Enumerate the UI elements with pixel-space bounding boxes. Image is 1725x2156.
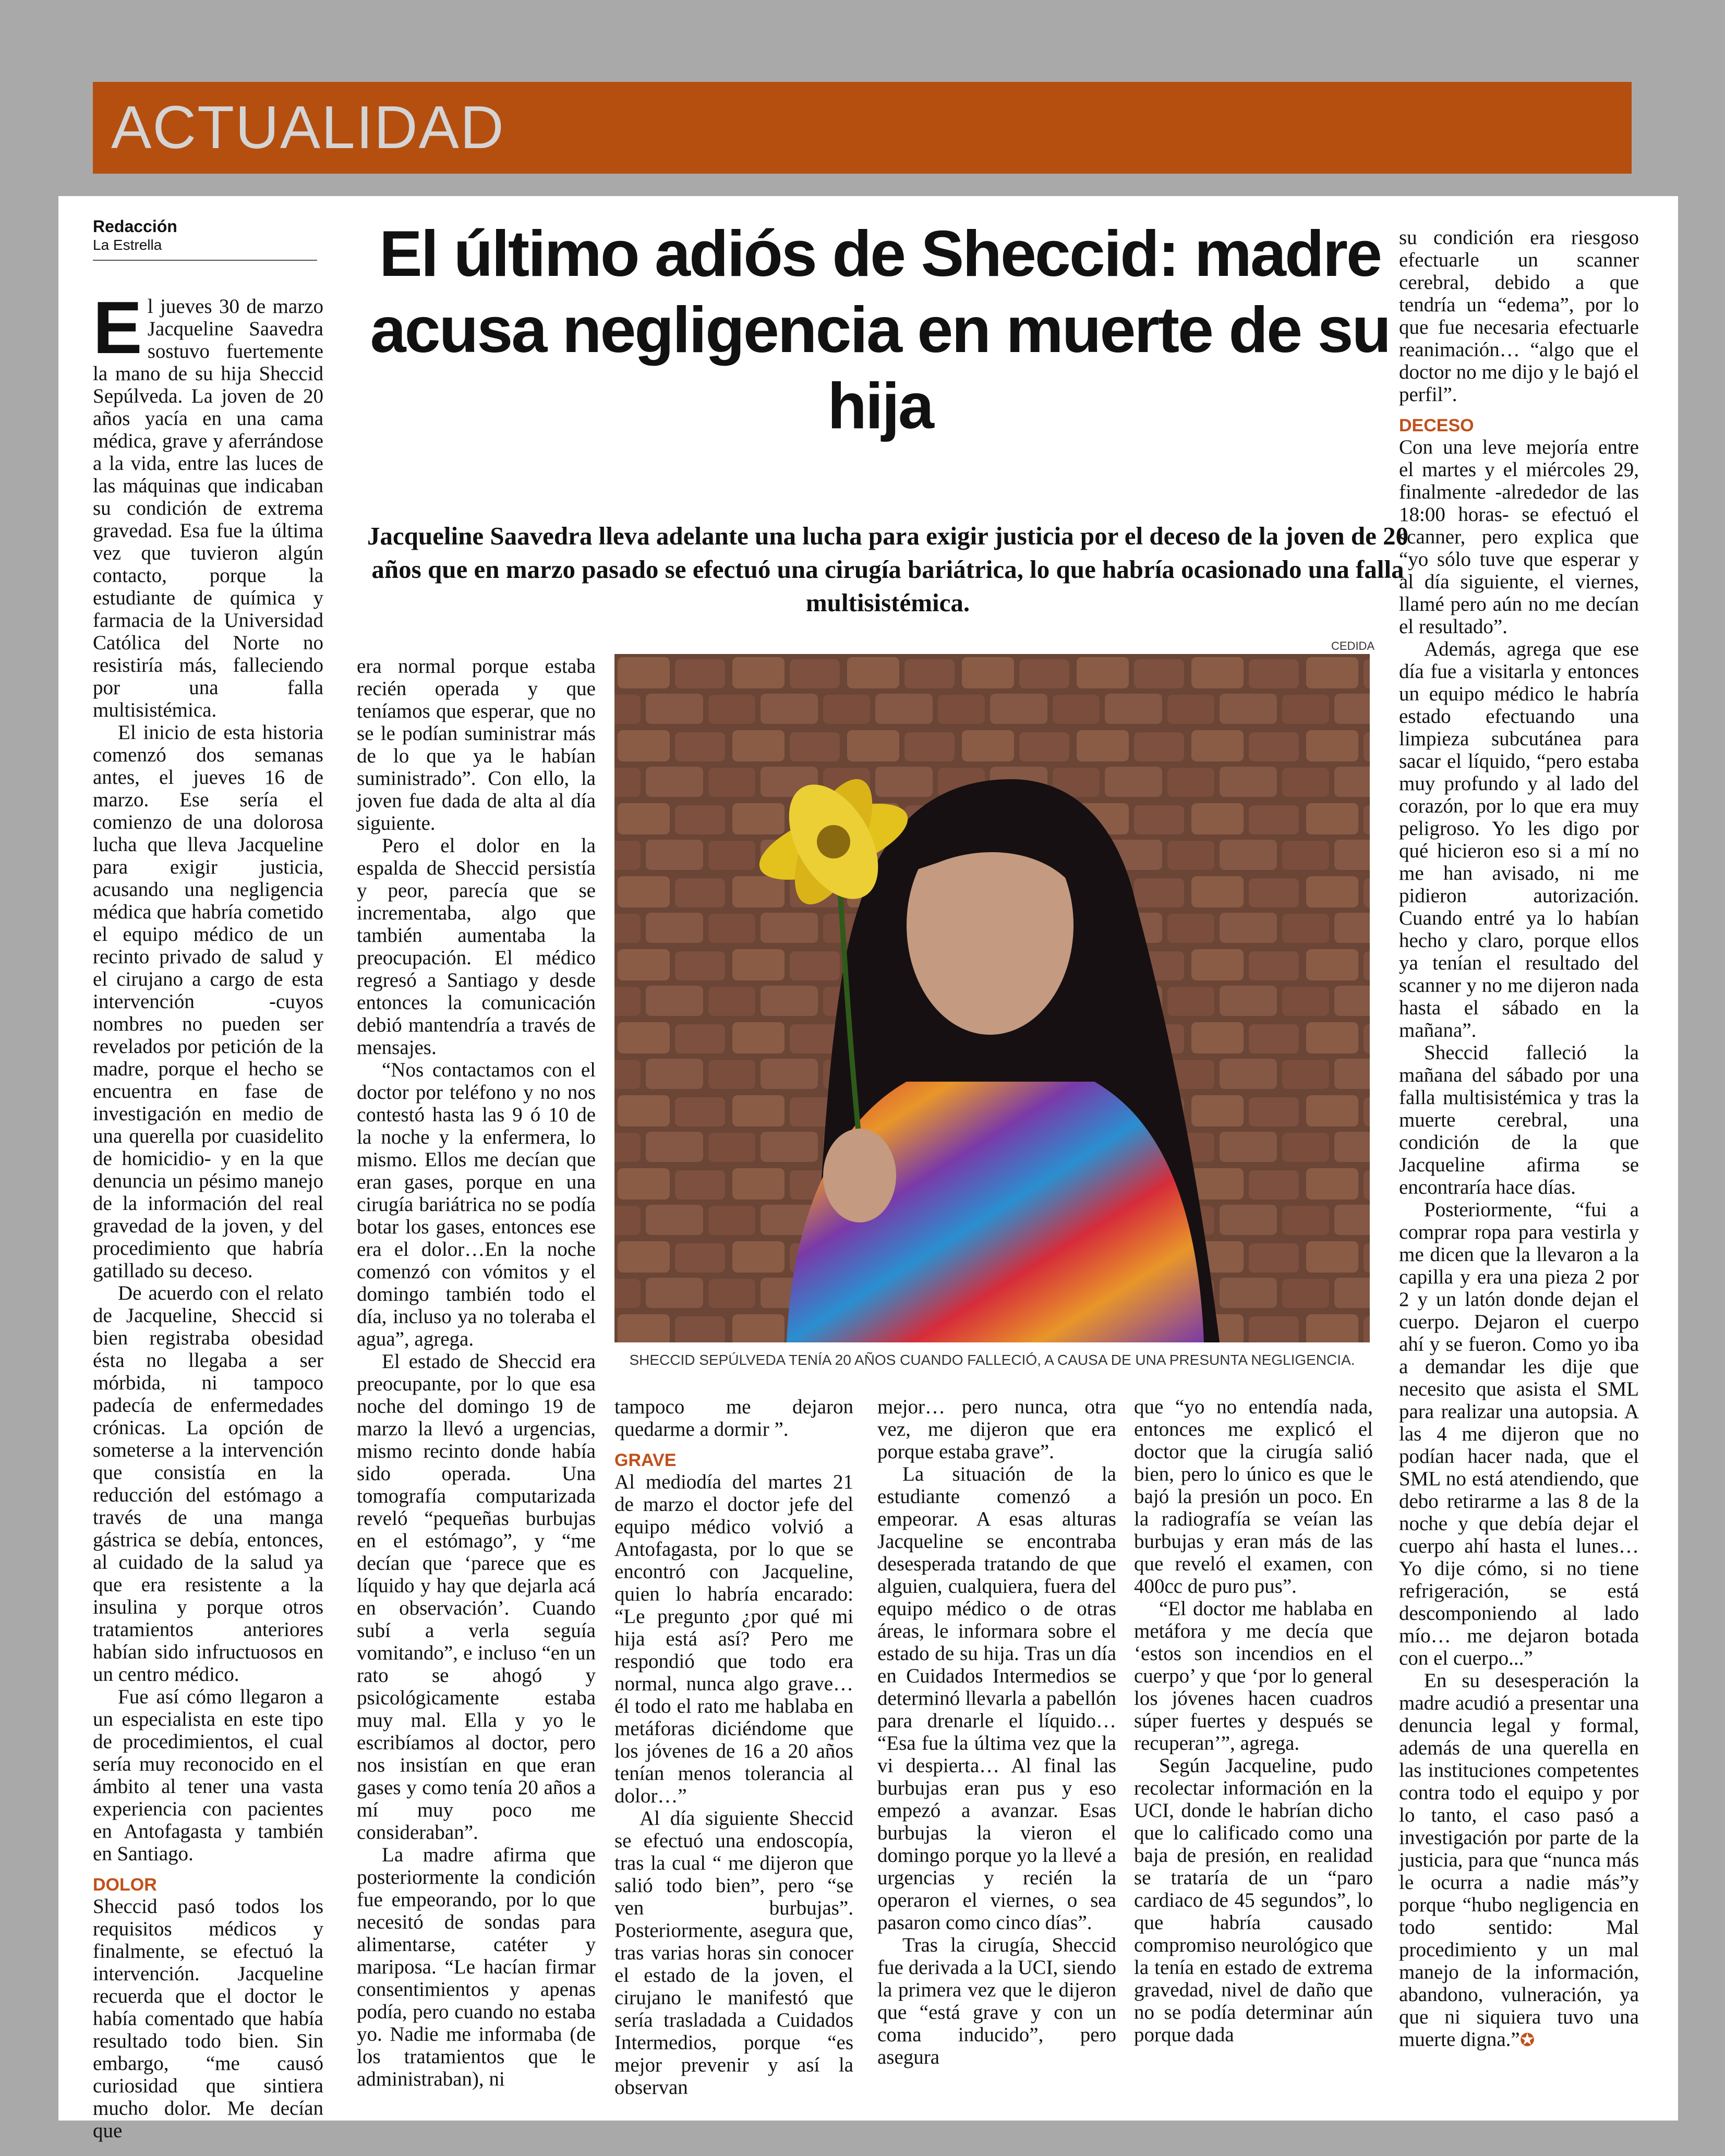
section-header-bar — [93, 82, 1632, 174]
body-paragraph: En su desesperación la madre acudió a presentar una denuncia legal y formal, además de una querella en las instituciones competentes contra todo el equipo y por lo tanto, el caso pasó a investigación por parte de la justicia, para que “nunca más le ocurra a nadie más”y porque “hubo negligencia en todo sentido: Mal procedimiento y un mal manejo de la información, abandono, vulneración, ya que ni siquiera tuvo una muerte digna.”✪ — [1399, 1669, 1639, 2051]
body-column-1 — [93, 286, 323, 2142]
subhead-dolor: DOLOR — [93, 1875, 157, 1895]
body-paragraph: su condición era riesgoso efectuarle un scanner cerebral, debido a que tendría un “edema”, por lo que fue necesaria efectuarle reanimación… “algo que el doctor no me dijo y le bajó el perfil”. — [1399, 226, 1639, 406]
byline-source: La Estrella — [93, 237, 162, 253]
body-paragraph: Al día siguiente Sheccid se efectuó una endoscopía, tras la cual “ me dijeron que salió todo bien”, pero “se ven burbujas”. Posteriormente, asegura que, tras varias horas sin conocer el estado de la joven, el cirujano le manifestó que sería trasladada a Cuidados Intermedios, porque “es mejor prevenir y así la observan — [614, 1807, 853, 2099]
body-paragraph: Tras la cirugía, Sheccid fue derivada a la UCI, siendo la primera vez que le dijeron que “está grave y con un coma inducido”, pero asegura — [877, 1934, 1116, 2068]
article-page — [58, 196, 1678, 2142]
body-paragraph: De acuerdo con el relato de Jacqueline, Sheccid si bien registraba obesidad ésta no llegaba a ser mórbida, ni tampoco padecía de enfermedades crónicas. La opción de someterse a la intervención que consistía en la reducción del estómago a través de una manga gástrica se debía, entonces, al cuidado de la salud ya que era resistente a la insulina y porque otros tratamientos anteriores habían sido infructuosos en un centro médico. — [93, 1282, 323, 1686]
body-paragraph: Fue así cómo llegaron a un especialista en este tipo de procedimientos, el cual sería muy reconocido en el ámbito al tener una vasta experiencia con pacientes en Antofagasta y también en Santiago. — [93, 1686, 323, 1865]
headline: El último adiós de Sheccid: madre acusa negligencia en muerte de su hija — [370, 218, 1390, 442]
body-column-6 — [1399, 226, 1639, 2114]
body-paragraph: Sheccid pasó todos los requisitos médicos y finalmente, se efectuó la intervención. Jacqueline recuerda que el doctor le había comentado que había resultado todo bien. Sin embargo, “me causó curiosidad que sintiera mucho dolor. Me decían que — [93, 1895, 323, 2142]
body-column-2 — [357, 655, 596, 2115]
byline-name: Redacción — [93, 217, 177, 236]
body-paragraph: Al mediodía del martes 21 de marzo el doctor jefe del equipo médico volvió a Antofagasta, por lo que se encontró con Jacqueline, quien lo habría encarado: “Le pregunto ¿por qué mi hija está así? Pero me respondió que todo era normal, nunca algo grave… él todo el rato me hablaba en metáforas diciéndome que los jóvenes de 16 a 20 años tenían menos tolerancia al dolor…” — [614, 1471, 853, 1807]
subhead-deceso: DECESO — [1399, 416, 1474, 435]
drop-cap: E — [93, 286, 142, 369]
article-photo — [614, 654, 1370, 1342]
body-paragraph: mejor… pero nunca, otra vez, me dijeron que era porque estaba grave”. — [877, 1396, 1116, 1463]
body-paragraph: Pero el dolor en la espalda de Sheccid persistía y peor, parecía que se incrementaba, algo que también aumentaba la preocupación. El médico regresó a Santiago y desde entonces la comunicación debió mantendría a través de mensajes. — [357, 834, 596, 1059]
body-paragraph: El estado de Sheccid era preocupante, por lo que esa noche del domingo 19 de marzo la llevó a urgencias, mismo recinto donde había sido operada. Una tomografía computarizada reveló “pequeñas burbujas en el estómago”, y “me decían que ‘parece que es líquido y hay que dejarla acá en observación’. Cuando subí a verla seguía vomitando”, e incluso “en un rato se ahogó y psicológicamente estaba muy mal. Ella y yo le escribíamos al doctor, pero nos insistían en que eran gases y como tenía 20 años a mí muy poco me consideraban”. — [357, 1350, 596, 1844]
section-label: ACTUALIDAD — [111, 93, 505, 161]
deck-subtitle: Jacqueline Saavedra lleva adelante una lucha para exigir justicia por el deceso de la joven de 20 años que en marzo pasado se efectuó una cirugía bariátrica, lo que habría ocasionado una falla multisistémica. — [367, 522, 1409, 617]
photo-caption: SHECCID SEPÚLVEDA TENÍA 20 AÑOS CUANDO FALLECIÓ, A CAUSA DE UNA PRESUNTA NEGLIGENCIA. — [629, 1352, 1355, 1368]
body-paragraph: Además, agrega que ese día fue a visitarla y entonces un equipo médico le habría estado efectuando una limpieza subcutánea para sacar el líquido, “pero estaba muy profundo y al lado del corazón, por lo que era muy peligroso. Yo les digo por qué hicieron eso si a mí no me han avisado, ni me pidieron autorización. Cuando entré ya lo habían hecho y claro, porque ellos ya tenían el resultado del scanner y no me dijeron nada hasta el sábado en la mañana”. — [1399, 638, 1639, 1041]
body-paragraph: “El doctor me hablaba en metáfora y me decía que ‘estos son incendios en el cuerpo’ y que ‘por lo general los jóvenes hacen cuadros súper fuertes y después se recuperan’”, agrega. — [1134, 1597, 1373, 1754]
body-paragraph: El jueves 30 de marzo Jacqueline Saavedra sostuvo fuertemente la mano de su hija Sheccid Sepúlveda. La joven de 20 años yacía en una cama médica, grave y aferrándose a la vida, entre las luces de las máquinas que indicaban su condición de extrema gravedad. Esa fue la última vez que tuvieron algún contacto, porque la estudiante de química y farmacia de la Universidad Católica del Norte no resistiría más, falleciendo por una falla multisistémica. — [93, 286, 323, 721]
body-paragraph: El inicio de esta historia comenzó dos semanas antes, el jueves 16 de marzo. Ese sería el comienzo de una dolorosa lucha que lleva Jacqueline para exigir justicia, acusando una negligencia médica que habría cometido el equipo médico de un recinto privado de salud y el cirujano a cargo de esta intervención -cuyos nombres no pueden ser revelados por petición de la madre, porque el hecho se encuentra en fase de investigación en medio de una querella por cuasidelito de homicidio- y en la que denuncia un pésimo manejo de la información del real gravedad de la joven, y del procedimiento que habría gatillado su deceso. — [93, 721, 323, 1282]
body-paragraph: que “yo no entendía nada, entonces me explicó el doctor que la cirugía salió bien, pero lo único es que le bajó la presión un poco. En la radiografía se veían las burbujas y eran más de las que reveló el examen, con 400cc de puro pus”. — [1134, 1396, 1373, 1597]
body-column-3 — [614, 1396, 853, 2115]
end-mark-icon: ✪ — [1519, 2030, 1535, 2051]
portrait-illustration — [614, 654, 1370, 1342]
body-paragraph: “Nos contactamos con el doctor por teléfono y no nos contestó hasta las 9 ó 10 de la noche y la enfermera, lo mismo. Ellos me decían que eran gases, porque en una cirugía bariátrica no se podía botar los gases, entonces ese era el dolor…En la noche comenzó con vómitos y el domingo también todo el día, incluso ya no toleraba el agua”, agrega. — [357, 1059, 596, 1350]
body-paragraph: La madre afirma que posteriormente la condición fue empeorando, por lo que necesitó de sondas para alimentarse, catéter y mariposa. “Le hacían firmar consentimientos y apenas podía, pero cuando no estaba yo. Nadie me informaba (de los tratamientos que le administraban), ni — [357, 1844, 596, 2090]
body-paragraph: Posteriormente, “fui a comprar ropa para vestirla y me dicen que la llevaron a la capilla y era una pieza 2 por 2 y un latón donde dejan el cuerpo. Dejaron el cuerpo ahí y se fueron. Como yo iba a demandar les dije que necesito que asista el SML para realizar una autopsia. A las 4 me dijeron que no podían hacer nada, que el SML no está atendiendo, que debo retirarme a las 8 de la noche y que debía dejar el cuerpo ahí hasta el lunes… Yo dije cómo, si no tiene refrigeración, se está descomponiendo al lado mío… me dejaron botada con el cuerpo...” — [1399, 1198, 1639, 1669]
byline-divider — [93, 260, 317, 261]
body-paragraph: Según Jacqueline, pudo recolectar información en la UCI, donde le habrían dicho que lo calificado como una baja de presión, en realidad se trataría de un “paro cardiaco de 45 segundos”, lo que habría causado compromiso neurológico que la tenía en estado de extrema gravedad, nivel de daño que no se podía determinar aún porque dada — [1134, 1754, 1373, 2046]
subhead-grave: GRAVE — [614, 1450, 677, 1470]
body-paragraph: Con una leve mejoría entre el martes y el miércoles 29, finalmente -alrededor de las 18:00 horas- se efectuó el scanner, pero explica que “yo sólo tuve que esperar y al día siguiente, el viernes, llamé pero aún no me decían el resultado”. — [1399, 436, 1639, 638]
body-paragraph: era normal porque estaba recién operada y que teníamos que esperar, que no se le podían suministrar más de lo que ya le habían suministrado”. Con ello, la joven fue dada de alta al día siguiente. — [357, 655, 596, 834]
body-column-5 — [1134, 1396, 1373, 2115]
body-paragraph: tampoco me dejaron quedarme a dormir ”. — [614, 1396, 853, 1440]
body-paragraph: Sheccid falleció la mañana del sábado por una falla multisistémica y tras la muerte cerebral, una condición de la que Jacqueline afirma se encontraría hace días. — [1399, 1041, 1639, 1198]
photo-credit: CEDIDA — [1331, 639, 1375, 652]
body-paragraph: La situación de la estudiante comenzó a empeorar. A esas alturas Jacqueline se encontraba desesperada tratando de que alguien, cualquiera, fuera del equipo médico o de otras áreas, le informara sobre el estado de su hija. Tras un día en Cuidados Intermedios se determinó llevarla a pabellón para drenarle el líquido… “Esa fue la última vez que la vi despierta… Al final las burbujas eran pus y eso empezó a avanzar. Esas burbujas la vieron el domingo porque yo la llevé a urgencias y recién la operaron el viernes, o sea pasaron como cinco días”. — [877, 1463, 1116, 1934]
body-column-4 — [877, 1396, 1116, 2115]
